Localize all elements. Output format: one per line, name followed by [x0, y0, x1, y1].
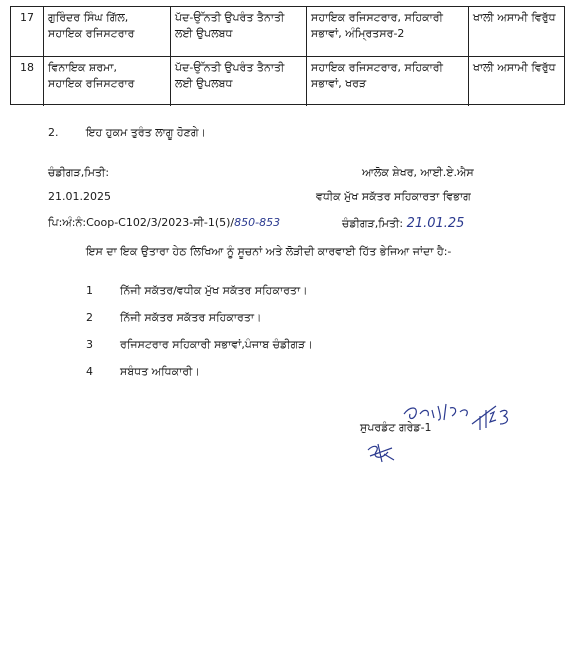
endorsement-intro: ਇਸ ਦਾ ਇਕ ਉਤਾਰਾ ਹੇਠ ਲਿਖਿਆ ਨੂੰ ਸੂਚਨਾਂ ਅਤੇ ਲੋੜੀਦੀ ਕਾਰਵਾਈ ਹਿੱਤ ਭੇਜਿਆ ਜਾਂਦਾ ਹੈ:-	[86, 245, 452, 258]
promotion-status-line1: ਪੱਦ-ਉੱਨਤੀ ਉਪਰੰਤ ਤੈਨਾਤੀ	[175, 11, 285, 24]
endorsement-reference	[48, 216, 280, 230]
recipient-number: 4	[86, 365, 93, 378]
remark: ਖਾਲੀ ਅਸਾਮੀ ਵਿਰੁੱਧ	[473, 11, 556, 24]
recipient-number: 3	[86, 338, 93, 351]
handwritten-reference: 850-853	[234, 216, 281, 229]
signatory-designation: ਵਧੀਕ ਮੁੱਖ ਸਕੱਤਰ ਸਹਿਕਾਰਤਾ ਵਿਭਾਗ	[316, 190, 471, 203]
recipient-item: ਨਿੱਜੀ ਸਕੱਤਰ/ਵਧੀਕ ਮੁੱਖ ਸਕੱਤਰ ਸਹਿਕਾਰਤਾ।	[120, 284, 308, 297]
serial-number: 18	[11, 57, 44, 106]
officer-rank: ਸਹਾਇਕ ਰਜਿਸਟਰਾਰ	[48, 77, 135, 90]
order-date: 21.01.2025	[48, 190, 111, 203]
promotion-status-cell	[171, 7, 307, 56]
promotion-status-cell	[171, 57, 307, 106]
recipient-item: ਨਿੱਜੀ ਸਕੱਤਰ ਸਕੱਤਰ ਸਹਿਕਾਰਤਾ।	[120, 311, 262, 324]
posting-place-cell	[307, 57, 469, 106]
reference-number: ਪਿ:ਅੰ:ਨੰ:Coop-C102/3/2023-ਸੀ-1(5)/	[48, 216, 235, 229]
officer-name-cell	[44, 7, 171, 56]
promotion-status-line1: ਪੱਦ-ਉੱਨਤੀ ਉਪਰੰਤ ਤੈਨਾਤੀ	[175, 61, 285, 74]
recipient-number: 2	[86, 311, 93, 324]
posting-place-cell	[307, 7, 469, 56]
officer-name: ਗੁਰਿੰਦਰ ਸਿੰਘ ਗਿੱਲ,	[48, 11, 129, 24]
posting-place-line1: ਸਹਾਇਕ ਰਜਿਸਟਰਾਰ, ਸਹਿਕਾਰੀ	[311, 61, 443, 74]
remark-cell	[469, 57, 564, 106]
table-row	[11, 7, 564, 57]
posting-place-line1: ਸਹਾਇਕ ਰਜਿਸਟਰਾਰ, ਸਹਿਕਾਰੀ	[311, 11, 443, 24]
paragraph-number: 2.	[48, 126, 59, 139]
promotion-status-line2: ਲਈ ਉਪਲਬਧ	[175, 27, 233, 40]
recipient-item: ਸਬੰਧਤ ਅਧਿਕਾਰੀ।	[120, 365, 200, 378]
posting-table	[10, 6, 565, 105]
table-row	[11, 57, 564, 106]
signatory-name: ਆਲੋਕ ਸ਼ੇਖਰ, ਆਈ.ਏ.ਐਸ	[362, 166, 474, 179]
recipient-number: 1	[86, 284, 93, 297]
superintendent-designation: ਸੁਪਰਡੰਟ ਗਰੇਡ-1	[360, 421, 432, 434]
posting-place-line2: ਸਭਾਵਾਂ, ਖਰੜ	[311, 77, 367, 90]
officer-name-cell	[44, 57, 171, 106]
endorsement-date	[342, 216, 464, 231]
remark: ਖਾਲੀ ਅਸਾਮੀ ਵਿਰੁੱਧ	[473, 61, 556, 74]
order-effective-text: ਇਹ ਹੁਕਮ ਤੁਰੰਤ ਲਾਗੂ ਹੋਣਗੇ।	[86, 126, 206, 139]
promotion-status-line2: ਲਈ ਉਪਲਬਧ	[175, 77, 233, 90]
officer-rank: ਸਹਾਇਕ ਰਜਿਸਟਰਾਰ	[48, 27, 135, 40]
endorsement-date-label: ਚੰਡੀਗੜ,ਮਿਤੀ:	[342, 217, 404, 230]
handwritten-date: 21.01.25	[406, 216, 465, 231]
posting-place-line2: ਸਭਾਵਾਂ, ਅੰਮ੍ਰਿਤਸਰ-2	[311, 27, 405, 40]
serial-number: 17	[11, 7, 44, 56]
place-date-label: ਚੰਡੀਗੜ,ਮਿਤੀ:	[48, 166, 110, 179]
recipient-item: ਰਜਿਸਟਰਾਰ ਸਹਿਕਾਰੀ ਸਭਾਵਾਂ,ਪੰਜਾਬ ਚੰਡੀਗੜ।	[120, 338, 313, 351]
initials-scribble	[364, 440, 398, 466]
remark-cell	[469, 7, 564, 56]
officer-name: ਵਿਨਾਇਕ ਸ਼ਰਮਾ,	[48, 61, 118, 74]
